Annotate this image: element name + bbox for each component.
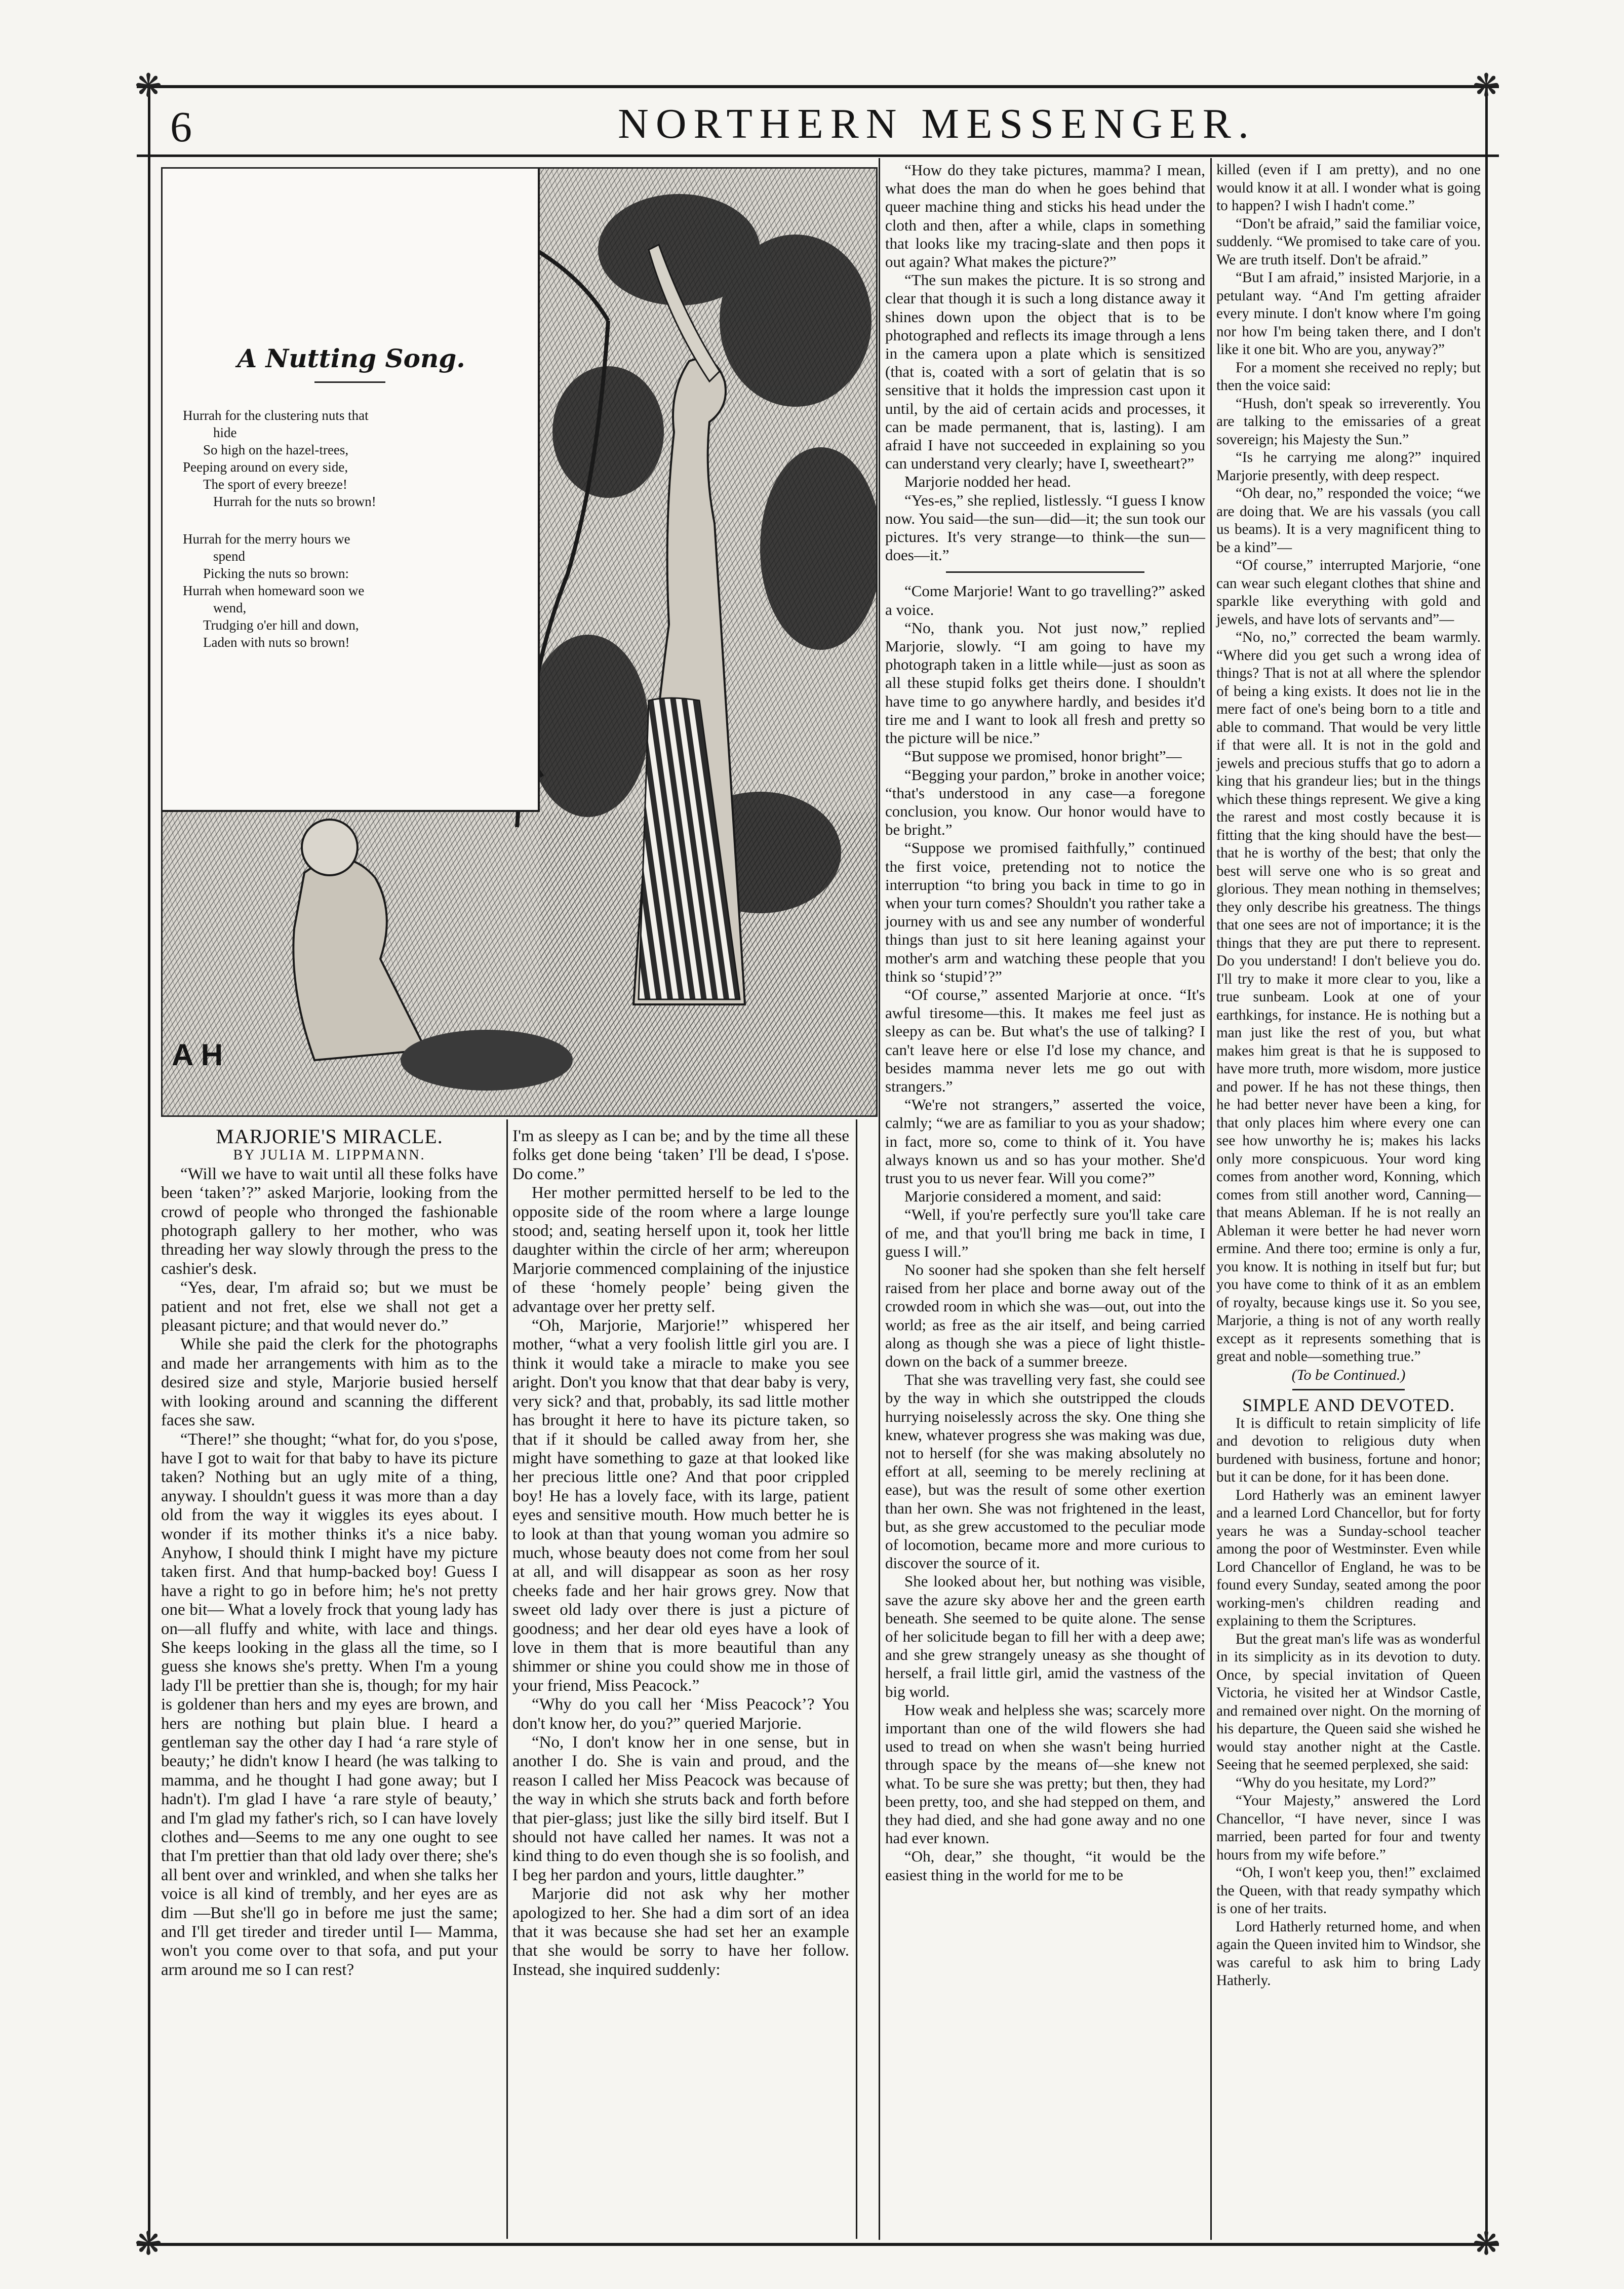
poem-line: Trudging o'er hill and down, — [203, 617, 359, 633]
article-column-2 — [512, 1127, 849, 1980]
paragraph: “But suppose we promised, honor bright”— — [904, 747, 1182, 765]
paragraph: “No, thank you. Not just now,” replied Marjorie, slowly. “I am going to have my photograph taken in a little while—just as soon as all these stupid folks get theirs done. I shouldn't have time to go anywhere hardly, and besides it'd tire me and I want to look all fresh and pretty so the picture will be nice.” — [885, 618, 1205, 747]
paragraph: “No, I don't know her in one sense, but in another I do. She is vain and proud, and the reason I called her Miss Peacock was because of the way in which she struts back and forth before that pier-glass; just like the silly bird itself. But I should not have called her names. It was not a kind thing to do even though she is so foolish, and I beg her pardon and yours, little daughter.” — [512, 1733, 849, 1884]
article-column-4 — [1216, 161, 1481, 1990]
section-rule — [946, 571, 1144, 573]
poem-rule — [314, 381, 385, 383]
paragraph: killed (even if I am pretty), and no one would know it at all. I wonder what is going to happen? I wish I hadn't come.” — [1216, 162, 1481, 214]
article-column-1 — [161, 1127, 498, 1980]
frame-left-rule — [148, 85, 150, 2246]
section-rule — [1292, 1389, 1405, 1390]
paragraph: “Oh dear, no,” responded the voice; “we are doing that. We are his vassals (you call us beams). It is a very magnificent thing to be a kind”— — [1216, 485, 1481, 556]
paragraph: “Oh, I won't keep you, then!” exclaimed the Queen, with that ready sympathy which is one of her traits. — [1216, 1865, 1481, 1917]
poem-line: Hurrah when homeward soon we — [183, 583, 365, 598]
paragraph: “Don't be afraid,” said the familiar voice, suddenly. “We promised to take care of you. We are truth itself. Don't be afraid.” — [1216, 215, 1481, 268]
poem-text — [183, 407, 532, 671]
poem-line: Hurrah for the merry hours we — [183, 531, 350, 547]
paragraph: “Oh, dear,” she thought, “it would be the easiest thing in the world for me to be — [885, 1847, 1205, 1884]
paragraph: “Come Marjorie! Want to go travelling?” asked a voice. — [885, 582, 1205, 618]
paragraph: “Yes-es,” she replied, listlessly. “I guess I know now. You said—the sun—did—it; the sun took our pictures. It's very strange—to think—the sun—does—it.” — [885, 491, 1205, 564]
article-column-3 — [885, 161, 1205, 1884]
artist-initials: A H — [172, 1038, 223, 1072]
paragraph: “No, no,” corrected the beam warmly. “Where did you get such a wrong idea of things? That is not at all where the splendor of being a king exists. It does not lie in the mere fact of one's being born to a title and able to command. That would be very little if that were all. It is not in the gold and jewels and precious stuffs that go to adorn a king that his grandeur lies; but in the things which these things represent. We give a king the rarest and most costly because it is fitting that the king should have the best—that he is worthy of the best; that only the best will serve one who is so great and glorious. They mean nothing in themselves; they only describe his greatness. The things that one sees are not of importance; it is the things that they are put there to represent. Do you understand! I don't believe you do. I'll try to make it more clear to you, like a true sunbeam. Look at one of your earthkings, for instance. He is nothing but a man just like the rest of you, but what makes him great is that he is supposed to have more truth, more wisdom, more justice and power. If he has not these things, then he had better never have been a king, for that only places him where every one can see how unworthy he is; makes his lacks only more conspicuous. Your word king comes from another word, Konning, which comes from still another word, Canning—that means Ableman. If he is not really an Ableman it were better he had never worn ermine. And there too; ermine is only a fur, you know. It is nothing in itself but fur; but you have come to think of it as an emblem of royalty, because kings use it. So you see, Marjorie, a thing is not of any worth really except as it represents something that is great and noble—something true.” — [1216, 629, 1481, 1365]
poem-line: So high on the hazel-trees, — [203, 442, 349, 457]
paragraph: “Well, if you're perfectly sure you'll take care of me, and that you'll bring me back in time, I guess I will.” — [885, 1206, 1205, 1260]
corner-ornament-icon: ❋ — [135, 2226, 162, 2262]
column-divider — [1210, 158, 1212, 2240]
corner-ornament-icon: ❋ — [1473, 68, 1500, 104]
poem-stanza — [183, 530, 532, 651]
poem-line: Laden with nuts so brown! — [203, 635, 350, 650]
paragraph: She looked about her, but nothing was visible, save the azure sky above her and the green earth beneath. She seemed to be quite alone. The sense of her solicitude began to fill her with a deep awe; and she grew strangely uneasy as she thought of herself, a frail little girl, amid the vastness of the big world. — [885, 1572, 1205, 1700]
paragraph: Lord Hatherly was an eminent lawyer and a learned Lord Chancellor, but for forty years he was a Sunday-school teacher among the poor of Westminster. Even while Lord Chancellor of England, he was to be found every Sunday, seated among the poor working-men's children reading and explaining to them the Scriptures. — [1216, 1487, 1481, 1629]
frame-top-inner-rule — [137, 154, 1499, 157]
paragraph: “Of course,” assented Marjorie at once. “It's awful tiresome—this. It makes me feel just as sleepy as can be. But what's the use of talking? I can't leave here or else I'd lose my chance, and besides mamma never lets me go out with strangers.” — [885, 985, 1205, 1095]
poem-line: Picking the nuts so brown: — [203, 566, 349, 581]
paragraph: “Suppose we promised faithfully,” continued the first voice, pretending not to notice the interruption “to bring you back in time to go in when your turn comes? Shouldn't you rather take a journey with us and see any number of wonderful things than just to sit here leaning against your mother's arm and watching these people that you think so ‘stupid’?” — [885, 839, 1205, 985]
poem-line: Peeping around on every side, — [183, 459, 348, 475]
paragraph: Her mother permitted herself to be led to the opposite side of the room where a large lounge stood; and, seating herself upon it, took her little daughter within the circle of her arm; whereupon Marjorie commenced complaining of the injustice of these ‘homely people’ being given the advantage over her pretty self. — [512, 1184, 849, 1316]
article-title: MARJORIE'S MIRACLE. — [216, 1125, 443, 1148]
poem-line: Hurrah for the clustering nuts that — [183, 408, 369, 423]
page-number: 6 — [170, 102, 192, 151]
poem-panel — [163, 169, 540, 812]
paragraph: Marjorie did not ask why her mother apologized to her. She had a dim sort of an idea that it was because she had set her an example that she would be sorry to have her follow. Instead, she inquired suddenly: — [512, 1885, 849, 1979]
paragraph: “Hush, don't speak so irreverently. You are talking to the emissaries of a great sovereign; his Majesty the Sun.” — [1216, 395, 1481, 448]
article-byline: BY JULIA M. LIPPMANN. — [233, 1147, 426, 1163]
frame-bottom-rule — [137, 2243, 1499, 2246]
paragraph: I'm as sleepy as I can be; and by the time all these folks get done being ‘taken’ I'll be dead, I s'pose. Do come.” — [512, 1127, 849, 1183]
paragraph: “But I am afraid,” insisted Marjorie, in a petulant way. “And I'm getting afraider every minute. I don't know where I'm going nor how I'm being taken there, and I don't like it one bit. Who are you, anyway?” — [1216, 269, 1481, 358]
paragraph: No sooner had she spoken than she felt herself raised from her place and borne away out of the crowded room in which she was—out, out into the world; as free as the air itself, and being carried along as though she was a piece of light thistle-down on the back of a summer breeze. — [885, 1260, 1205, 1370]
illustration-nutting — [161, 167, 878, 1117]
paragraph: But the great man's life was as wonderful in its simplicity as in its devotion to duty. Once, by special invitation of Queen Victoria, he visited her at Windsor Castle, and remained over night. On the morning of his departure, the Queen said she wished he would stay another night at the Castle. Seeing that he seemed perplexed, she said: — [1216, 1631, 1481, 1773]
corner-ornament-icon: ❋ — [135, 68, 162, 104]
paragraph: Marjorie considered a moment, and said: — [904, 1187, 1162, 1206]
paragraph: “Of course,” interrupted Marjorie, “one can wear such elegant clothes that shine and sparkle like everything with gold and jewels, and have lots of servants and”— — [1216, 557, 1481, 628]
paragraph: “Is he carrying me along?” inquired Marjorie presently, with deep respect. — [1216, 449, 1481, 484]
paragraph: “Why do you hesitate, my Lord?” — [1236, 1774, 1436, 1791]
poem-line: The sport of every breeze! — [203, 477, 347, 492]
poem-line: Hurrah for the nuts so brown! — [213, 494, 376, 509]
article-title: SIMPLE AND DEVOTED. — [1242, 1395, 1455, 1415]
paragraph: “Why do you call her ‘Miss Peacock’? You don't know her, do you?” queried Marjorie. — [512, 1695, 849, 1733]
paragraph: “Yes, dear, I'm afraid so; but we must be patient and not fret, else we shall not get a pleasant picture; and that would never do.” — [161, 1278, 498, 1335]
paragraph: For a moment she received no reply; but then the voice said: — [1216, 359, 1481, 394]
poem-line: spend — [213, 549, 245, 564]
paragraph: “Your Majesty,” answered the Lord Chancellor, “I have never, since I was married, been parted for four and twenty hours from my wife before.” — [1216, 1793, 1481, 1863]
poem-stanza — [183, 407, 532, 510]
paragraph: “We're not strangers,” asserted the voice, calmly; “we are as familiar to you as your shadow; in fact, more so, come to think of it. You have always known us and so has your mother. She'd trust you to us never fear. Will you come?” — [885, 1096, 1205, 1187]
paragraph: That she was travelling very fast, she could see by the way in which she outstripped the clouds hurrying noiselessly across the sky. One thing she knew, whatever progress she was making was due, not to herself (for she was making absolutely no effort at all, seeming to be merely reclining at ease), but was the result of some other exertion than her own. She was not frightened in the least, but, as she grew accustomed to the peculiar mode of locomotion, became more and more curious to discover the source of it. — [885, 1371, 1205, 1572]
paragraph: Marjorie nodded her head. — [904, 473, 1071, 491]
paragraph: “The sun makes the picture. It is so strong and clear that though it is such a long distance away it shines down upon the object that is to be photographed and reflects its image through a lens in the camera upon a plate which is sensitized (that is, coated with a sort of gelatin that is so sensitive that it holds the impression cast upon it until, by the aid of certain acids and processes, it can be made permanent, that is, lasting). I am afraid I have not succeeded in explaining so you can understand very clearly; have I, sweetheart?” — [885, 271, 1205, 473]
paragraph: It is difficult to retain simplicity of life and devotion to religious duty when burdened with business, fortune and honor; but it can be done, for it has been done. — [1216, 1415, 1481, 1485]
paragraph: Lord Hatherly returned home, and when again the Queen invited him to Windsor, she was careful to ask him to bring Lady Hatherly. — [1216, 1918, 1481, 1989]
paragraph: “Will we have to wait until all these folks have been ‘taken’?” asked Marjorie, looking from the crowd of people who thronged the fashionable photograph gallery to her mother, who was threading her way slowly through the press to the cashier's desk. — [161, 1165, 498, 1278]
paragraph: “There!” she thought; “what for, do you s'pose, have I got to wait for that baby to have its picture taken? Nothing but an ugly mite of a thing, anyway. I shouldn't guess it was more than a day old from the way it wiggles its eyes about. I wonder if its mother thinks it's a nice baby. Anyhow, I should think I might have my picture taken first. And that hump-backed boy! Guess I have a right to go in before him; he's not pretty one bit— What a lovely frock that young lady has on—all fluffy and white, with lace and things. She keeps looking in the glass all the time, so I guess she knows she's pretty. When I'm a young lady I'll be prettier than she is, though; for my hair is goldener than hers and my eyes are brown, and hers are nothing but plain blue. I heard a gentleman say the other day I had ‘a rare style of beauty;’ he didn't know I heard (he was talking to mamma, and he thought I had gone away; but I hadn't). I'm glad I have ‘a rare style of beauty,’ and I'm glad my father's rich, so I can have lovely clothes and—Seems to me any one ought to see that I'm prettier than that old lady over there; she's all bent over and wrinkled, and when she talks her voice is all kind of trembly, and her eyes are as dim —But she'll go in before me just the same; and I'll get tireder and tireder until I— Mamma, won't you come over to that sofa, and put your arm around me so I can rest? — [161, 1430, 498, 1979]
corner-ornament-icon: ❋ — [1473, 2226, 1500, 2262]
paragraph: “How do they take pictures, mamma? I mean, what does the man do when he goes behind that queer machine thing and sticks his head under the cloth and then, after a while, claps in something that looks like my tracing-slate and then pops it out again? What makes the picture?” — [885, 161, 1205, 271]
poem-title: A Nutting Song. — [237, 343, 465, 373]
paragraph: How weak and helpless she was; scarcely more important than one of the wild flowers she had used to tread on when she wasn't being hurried through space by the means of—she knew not what. To be sure she was pretty; but then, they had been pretty, too, and she had stepped on them, and they had died, and she had gone away and no one had ever known. — [885, 1700, 1205, 1847]
column-divider — [879, 158, 880, 2240]
poem-line: wend, — [213, 600, 247, 615]
frame-right-rule — [1485, 85, 1488, 2246]
paragraph: While she paid the clerk for the photographs and made her arrangements with him as to the desired size and style, Marjorie busied herself with looking around and scanning the different faces she saw. — [161, 1335, 498, 1430]
poem-line: hide — [213, 425, 237, 440]
masthead-title: NORTHERN MESSENGER. — [618, 100, 1256, 147]
column-divider — [856, 1119, 857, 2239]
paragraph: “Oh, Marjorie, Marjorie!” whispered her mother, “what a very foolish little girl you are. I think it would take a miracle to make you see aright. Don't you know that that dear baby is very, very sick? and that, probably, its sad little mother has brought it here to have its picture taken, so that if it should be called away from her, she might have something to gaze at that looked like her precious little one? And that poor crippled boy! He has a lovely face, with its large, patient eyes and sensitive mouth. How much better he is to look at than that young woman you admire so much, whose beauty does not come from her soul at all, and will disappear as soon as her rosy cheeks fade and her hair grows grey. Now that sweet old lady over there is just a picture of goodness; and her dear old eyes have a look of love in them that is more beautiful than any shimmer or shine you could show me in those of your friend, Miss Peacock.” — [512, 1316, 849, 1695]
frame-top-rule — [137, 85, 1499, 88]
column-divider — [506, 1119, 508, 2239]
paragraph: “Begging your pardon,” broke in another voice; “that's understood in any case—a foregone conclusion, you know. Our honor would have to be bright.” — [885, 765, 1205, 839]
to-be-continued: (To be Continued.) — [1291, 1366, 1406, 1383]
